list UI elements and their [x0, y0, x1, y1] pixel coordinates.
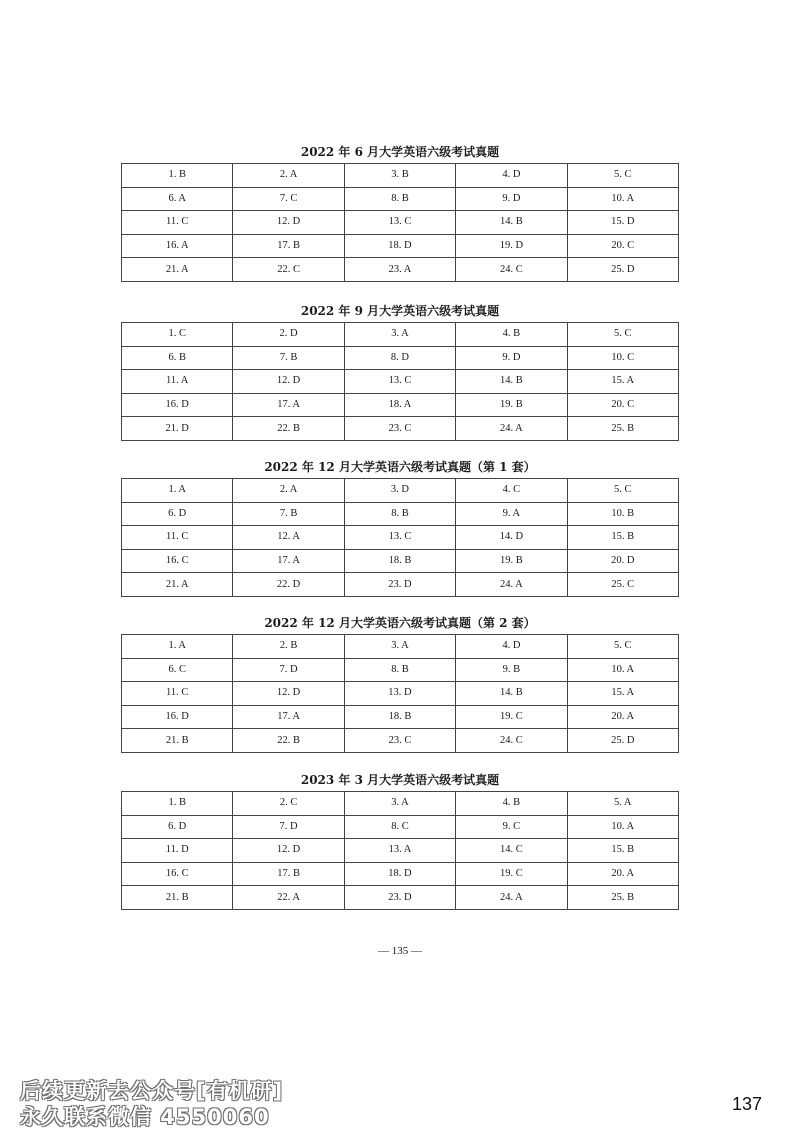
- answer-cell: 2. B: [233, 635, 344, 659]
- table-row: [122, 211, 679, 235]
- answer-cell: 7. B: [233, 502, 344, 526]
- table-row: [122, 815, 679, 839]
- answer-cell: 24. A: [456, 417, 567, 441]
- answer-cell: 7. B: [233, 346, 344, 370]
- table-row: [122, 682, 679, 706]
- table-row: [122, 886, 679, 910]
- answer-cell: 10. B: [567, 502, 678, 526]
- answer-cell: 16. D: [122, 705, 233, 729]
- answer-cell: 10. A: [567, 187, 678, 211]
- answer-cell: 20. C: [567, 234, 678, 258]
- section-title: 2022 年 9 月大学英语六级考试真题: [300, 304, 500, 318]
- section-title: 2022 年 12 月大学英语六级考试真题（第 2 套）: [264, 616, 536, 630]
- answer-cell: 18. B: [344, 549, 455, 573]
- answer-cell: 7. D: [233, 658, 344, 682]
- table-row: [122, 729, 679, 753]
- answer-cell: 17. A: [233, 549, 344, 573]
- answer-cell: 23. C: [344, 417, 455, 441]
- answer-cell: 12. D: [233, 211, 344, 235]
- answer-cell: 17. B: [233, 234, 344, 258]
- answer-cell: 13. A: [344, 839, 455, 863]
- table-row: [122, 164, 679, 188]
- table-row: [122, 502, 679, 526]
- answer-cell: 6. A: [122, 187, 233, 211]
- answer-cell: 8. D: [344, 346, 455, 370]
- answer-cell: 14. D: [456, 526, 567, 550]
- answer-cell: 6. C: [122, 658, 233, 682]
- answer-cell: 1. B: [122, 792, 233, 816]
- answer-cell: 21. D: [122, 417, 233, 441]
- table-row: [122, 258, 679, 282]
- answer-cell: 9. D: [456, 346, 567, 370]
- answer-cell: 16. D: [122, 393, 233, 417]
- answer-cell: 5. C: [567, 164, 678, 188]
- answer-cell: 25. D: [567, 729, 678, 753]
- answer-cell: 21. A: [122, 573, 233, 597]
- answer-cell: 2. A: [233, 479, 344, 503]
- table-row: [122, 417, 679, 441]
- answer-cell: 2. C: [233, 792, 344, 816]
- answer-cell: 3. A: [344, 635, 455, 659]
- answer-cell: 24. C: [456, 729, 567, 753]
- answer-cell: 20. A: [567, 862, 678, 886]
- answer-cell: 17. A: [233, 705, 344, 729]
- answer-table: [121, 322, 679, 441]
- answer-cell: 11. C: [122, 526, 233, 550]
- table-row: [122, 187, 679, 211]
- answer-cell: 14. C: [456, 839, 567, 863]
- answer-cell: 21. A: [122, 258, 233, 282]
- answer-cell: 6. B: [122, 346, 233, 370]
- answer-cell: 6. D: [122, 815, 233, 839]
- answer-table: [121, 163, 679, 282]
- answer-cell: 13. C: [344, 211, 455, 235]
- answer-cell: 20. C: [567, 393, 678, 417]
- answer-cell: 8. B: [344, 187, 455, 211]
- answer-cell: 18. D: [344, 234, 455, 258]
- answer-cell: 19. D: [456, 234, 567, 258]
- answer-cell: 22. A: [233, 886, 344, 910]
- answer-cell: 7. D: [233, 815, 344, 839]
- page-number: — 135 —: [378, 945, 422, 957]
- answer-cell: 19. B: [456, 549, 567, 573]
- section-title: 2022 年 12 月大学英语六级考试真题（第 1 套）: [264, 460, 536, 474]
- answer-cell: 8. C: [344, 815, 455, 839]
- answer-table: [121, 478, 679, 597]
- table-row: [122, 370, 679, 394]
- table-row: [122, 393, 679, 417]
- answer-cell: 9. B: [456, 658, 567, 682]
- answer-cell: 24. A: [456, 573, 567, 597]
- answer-cell: 22. D: [233, 573, 344, 597]
- answer-cell: 13. C: [344, 370, 455, 394]
- table-row: [122, 658, 679, 682]
- answer-cell: 3. B: [344, 164, 455, 188]
- answer-cell: 5. A: [567, 792, 678, 816]
- answer-cell: 2. D: [233, 323, 344, 347]
- table-row: [122, 862, 679, 886]
- answer-cell: 16. C: [122, 862, 233, 886]
- corner-page-number: 137: [731, 1094, 762, 1114]
- answer-cell: 17. B: [233, 862, 344, 886]
- answer-cell: 1. A: [122, 479, 233, 503]
- answer-cell: 9. A: [456, 502, 567, 526]
- answer-cell: 4. B: [456, 792, 567, 816]
- answer-cell: 12. D: [233, 370, 344, 394]
- answer-cell: 10. A: [567, 815, 678, 839]
- answer-cell: 23. D: [344, 886, 455, 910]
- answer-cell: 17. A: [233, 393, 344, 417]
- answer-cell: 10. C: [567, 346, 678, 370]
- answer-cell: 18. B: [344, 705, 455, 729]
- answer-cell: 3. D: [344, 479, 455, 503]
- answer-cell: 1. B: [122, 164, 233, 188]
- answer-cell: 13. D: [344, 682, 455, 706]
- table-row: [122, 705, 679, 729]
- answer-cell: 16. A: [122, 234, 233, 258]
- answer-cell: 12. A: [233, 526, 344, 550]
- watermark-line-2: 永久联系微信 4550060: [20, 1105, 270, 1129]
- answer-cell: 14. B: [456, 211, 567, 235]
- table-row: [122, 526, 679, 550]
- answer-cell: 16. C: [122, 549, 233, 573]
- answer-cell: 20. D: [567, 549, 678, 573]
- answer-cell: 13. C: [344, 526, 455, 550]
- table-row: [122, 234, 679, 258]
- answer-cell: 14. B: [456, 370, 567, 394]
- answer-cell: 23. C: [344, 729, 455, 753]
- answer-cell: 25. B: [567, 417, 678, 441]
- answer-cell: 15. A: [567, 370, 678, 394]
- answer-cell: 1. A: [122, 635, 233, 659]
- answer-cell: 15. B: [567, 526, 678, 550]
- table-row: [122, 573, 679, 597]
- answer-cell: 21. B: [122, 886, 233, 910]
- answer-cell: 15. B: [567, 839, 678, 863]
- answer-cell: 8. B: [344, 502, 455, 526]
- answer-cell: 12. D: [233, 839, 344, 863]
- answer-table: [121, 634, 679, 753]
- answer-cell: 22. C: [233, 258, 344, 282]
- answer-cell: 6. D: [122, 502, 233, 526]
- answer-cell: 5. C: [567, 323, 678, 347]
- table-row: [122, 635, 679, 659]
- answer-cell: 14. B: [456, 682, 567, 706]
- answer-cell: 11. C: [122, 211, 233, 235]
- answer-cell: 2. A: [233, 164, 344, 188]
- answer-cell: 20. A: [567, 705, 678, 729]
- answer-cell: 25. C: [567, 573, 678, 597]
- answer-cell: 4. D: [456, 635, 567, 659]
- answer-cell: 19. B: [456, 393, 567, 417]
- answer-cell: 5. C: [567, 635, 678, 659]
- section-title: 2023 年 3 月大学英语六级考试真题: [300, 773, 500, 787]
- answer-cell: 22. B: [233, 729, 344, 753]
- answer-cell: 9. C: [456, 815, 567, 839]
- answer-cell: 12. D: [233, 682, 344, 706]
- answer-cell: 1. C: [122, 323, 233, 347]
- answer-cell: 18. D: [344, 862, 455, 886]
- answer-cell: 4. D: [456, 164, 567, 188]
- answer-cell: 19. C: [456, 705, 567, 729]
- answer-cell: 3. A: [344, 792, 455, 816]
- answer-cell: 18. A: [344, 393, 455, 417]
- table-row: [122, 792, 679, 816]
- answer-cell: 23. A: [344, 258, 455, 282]
- answer-cell: 10. A: [567, 658, 678, 682]
- table-row: [122, 346, 679, 370]
- answer-cell: 15. A: [567, 682, 678, 706]
- answer-cell: 11. A: [122, 370, 233, 394]
- answer-cell: 25. D: [567, 258, 678, 282]
- table-row: [122, 479, 679, 503]
- answer-cell: 11. C: [122, 682, 233, 706]
- answer-cell: 9. D: [456, 187, 567, 211]
- answer-cell: 15. D: [567, 211, 678, 235]
- answer-cell: 7. C: [233, 187, 344, 211]
- answer-cell: 21. B: [122, 729, 233, 753]
- answer-cell: 22. B: [233, 417, 344, 441]
- answer-table: [121, 791, 679, 910]
- table-row: [122, 549, 679, 573]
- table-row: [122, 323, 679, 347]
- watermark-line-1: 后续更新去公众号[有机研]: [20, 1079, 284, 1103]
- answer-cell: 4. B: [456, 323, 567, 347]
- answer-cell: 23. D: [344, 573, 455, 597]
- answer-cell: 24. A: [456, 886, 567, 910]
- answer-cell: 24. C: [456, 258, 567, 282]
- section-title: 2022 年 6 月大学英语六级考试真题: [300, 145, 500, 159]
- answer-cell: 11. D: [122, 839, 233, 863]
- table-row: [122, 839, 679, 863]
- answer-cell: 4. C: [456, 479, 567, 503]
- answer-cell: 8. B: [344, 658, 455, 682]
- answer-cell: 5. C: [567, 479, 678, 503]
- answer-cell: 19. C: [456, 862, 567, 886]
- answer-cell: 3. A: [344, 323, 455, 347]
- answer-cell: 25. B: [567, 886, 678, 910]
